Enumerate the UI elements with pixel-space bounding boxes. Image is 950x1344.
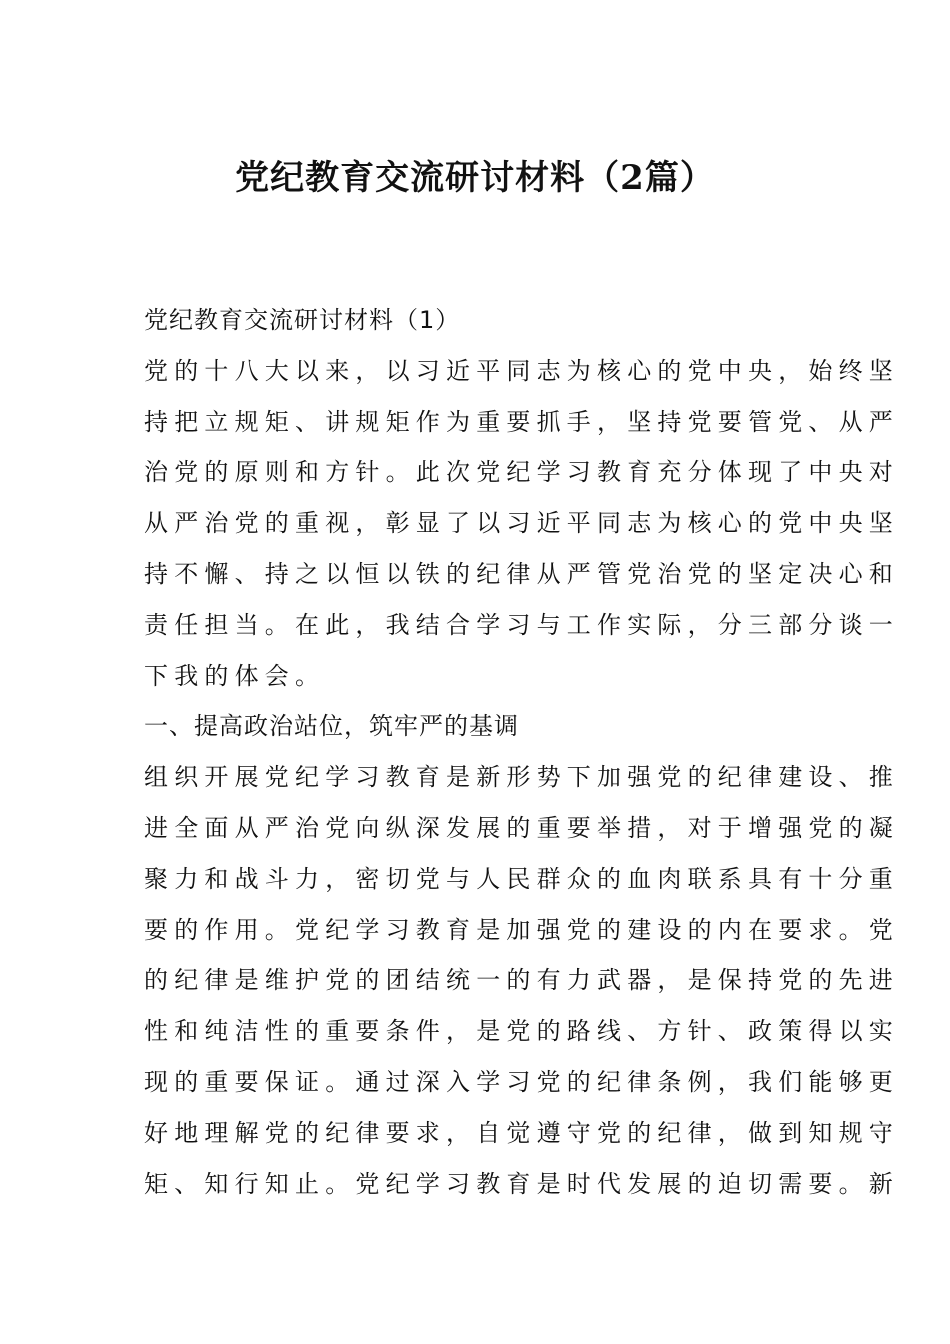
section-subtitle: 党纪教育交流研讨材料（1） <box>144 306 461 334</box>
paragraph-line: 下我的体会。 <box>144 661 326 690</box>
paragraph-line: 矩、知行知止。党纪学习教育是时代发展的迫切需要。新 <box>144 1169 899 1198</box>
paragraph-line: 治党的原则和方针。此次党纪学习教育充分体现了中央对 <box>144 458 899 487</box>
document-body <box>144 295 899 1209</box>
paragraph-line: 党的十八大以来，以习近平同志为核心的党中央，始终坚 <box>144 356 899 385</box>
paragraph-line: 责任担当。在此，我结合学习与工作实际，分三部分谈一 <box>144 610 899 639</box>
paragraph-line: 的纪律是维护党的团结统一的有力武器，是保持党的先进 <box>144 966 899 995</box>
paragraph-line: 进全面从严治党向纵深发展的重要举措，对于增强党的凝 <box>144 813 899 842</box>
paragraph-line: 持把立规矩、讲规矩作为重要抓手，坚持党要管党、从严 <box>144 407 899 436</box>
paragraph-line: 组织开展党纪学习教育是新形势下加强党的纪律建设、推 <box>144 763 899 792</box>
document-title: 党纪教育交流研讨材料（2篇） <box>235 158 715 198</box>
paragraph-line: 现的重要保证。通过深入学习党的纪律条例，我们能够更 <box>144 1067 899 1096</box>
paragraph-line: 聚力和战斗力，密切党与人民群众的血肉联系具有十分重 <box>144 864 899 893</box>
paragraph-line: 好地理解党的纪律要求，自觉遵守党的纪律，做到知规守 <box>144 1118 899 1147</box>
paragraph-line: 持不懈、持之以恒以铁的纪律从严管党治党的坚定决心和 <box>144 559 899 588</box>
paragraph-line: 从严治党的重视，彰显了以习近平同志为核心的党中央坚 <box>144 509 899 538</box>
paragraph-line: 要的作用。党纪学习教育是加强党的建设的内在要求。党 <box>144 915 899 944</box>
section-heading: 一、提高政治站位，筑牢严的基调 <box>144 712 519 741</box>
paragraph-line: 性和纯洁性的重要条件，是党的路线、方针、政策得以实 <box>144 1017 899 1046</box>
